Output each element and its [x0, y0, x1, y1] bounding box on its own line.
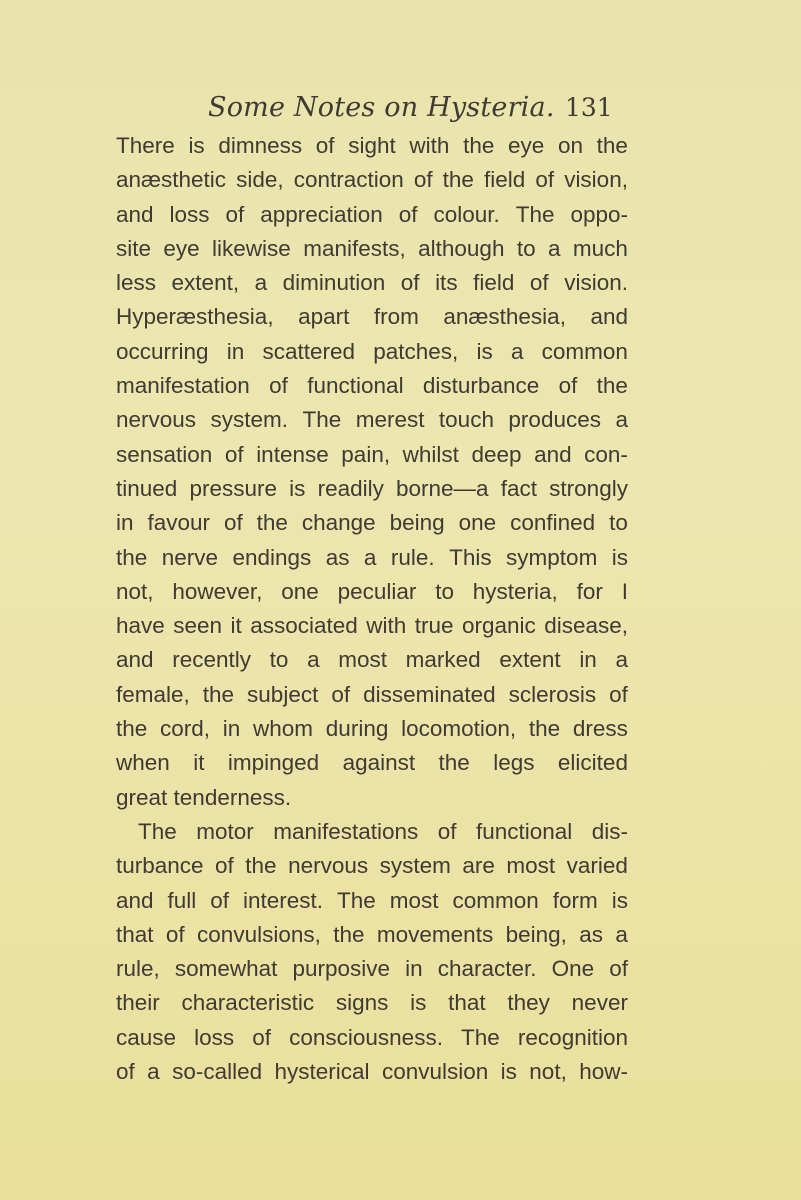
text-line: manifestation of functional disturbance of the	[116, 373, 628, 399]
text-line: less extent, a diminution of its field of vision.	[116, 270, 628, 296]
text-line: The motor manifestations of functional dis-	[138, 818, 628, 844]
text-line: of a so-called hysterical convulsion is not, how-	[116, 1059, 628, 1085]
text-line: nervous system. The merest touch produces a	[116, 407, 628, 433]
text-line: There is dimness of sight with the eye on the	[116, 133, 628, 158]
text-line: cause loss of consciousness. The recognition	[116, 1024, 628, 1050]
text-line: rule, somewhat purposive in character. One of	[116, 956, 628, 982]
text-line: great tenderness.	[116, 784, 292, 810]
text-line: their characteristic signs is that they never	[116, 990, 628, 1016]
running-title: Some Notes on Hysteria.	[208, 92, 555, 123]
text-line: sensation of intense pain, whilst deep and con-	[116, 441, 628, 467]
text-line: and loss of appreciation of colour. The oppo-	[116, 201, 628, 227]
text-line: not, however, one peculiar to hysteria, for I	[116, 578, 628, 604]
body-text	[116, 129, 628, 1089]
text-line: and full of interest. The most common form is	[116, 887, 628, 913]
text-line: anæsthetic side, contraction of the field of vision,	[116, 167, 628, 193]
text-line: turbance of the nervous system are most varied	[116, 853, 628, 879]
text-line: the cord, in whom during locomotion, the dress	[116, 716, 628, 742]
text-line: and recently to a most marked extent in a	[116, 647, 628, 673]
text-line: when it impinged against the legs elicited	[116, 750, 628, 776]
text-line: site eye likewise manifests, although to a much	[116, 235, 628, 261]
text-line: Hyperæsthesia, apart from anæsthesia, and	[116, 304, 628, 330]
page-number: 131	[565, 93, 613, 122]
text-line: tinued pressure is readily borne—a fact strongly	[116, 475, 628, 501]
text-line: occurring in scattered patches, is a common	[116, 338, 628, 364]
text-line: have seen it associated with true organic disease,	[116, 613, 628, 639]
text-line: the nerve endings as a rule. This symptom is	[116, 544, 628, 570]
text-line: that of convulsions, the movements being, as a	[116, 921, 628, 947]
text-line: female, the subject of disseminated sclerosis of	[116, 681, 628, 707]
text-line: in favour of the change being one confined to	[116, 510, 628, 536]
running-head	[208, 92, 628, 132]
